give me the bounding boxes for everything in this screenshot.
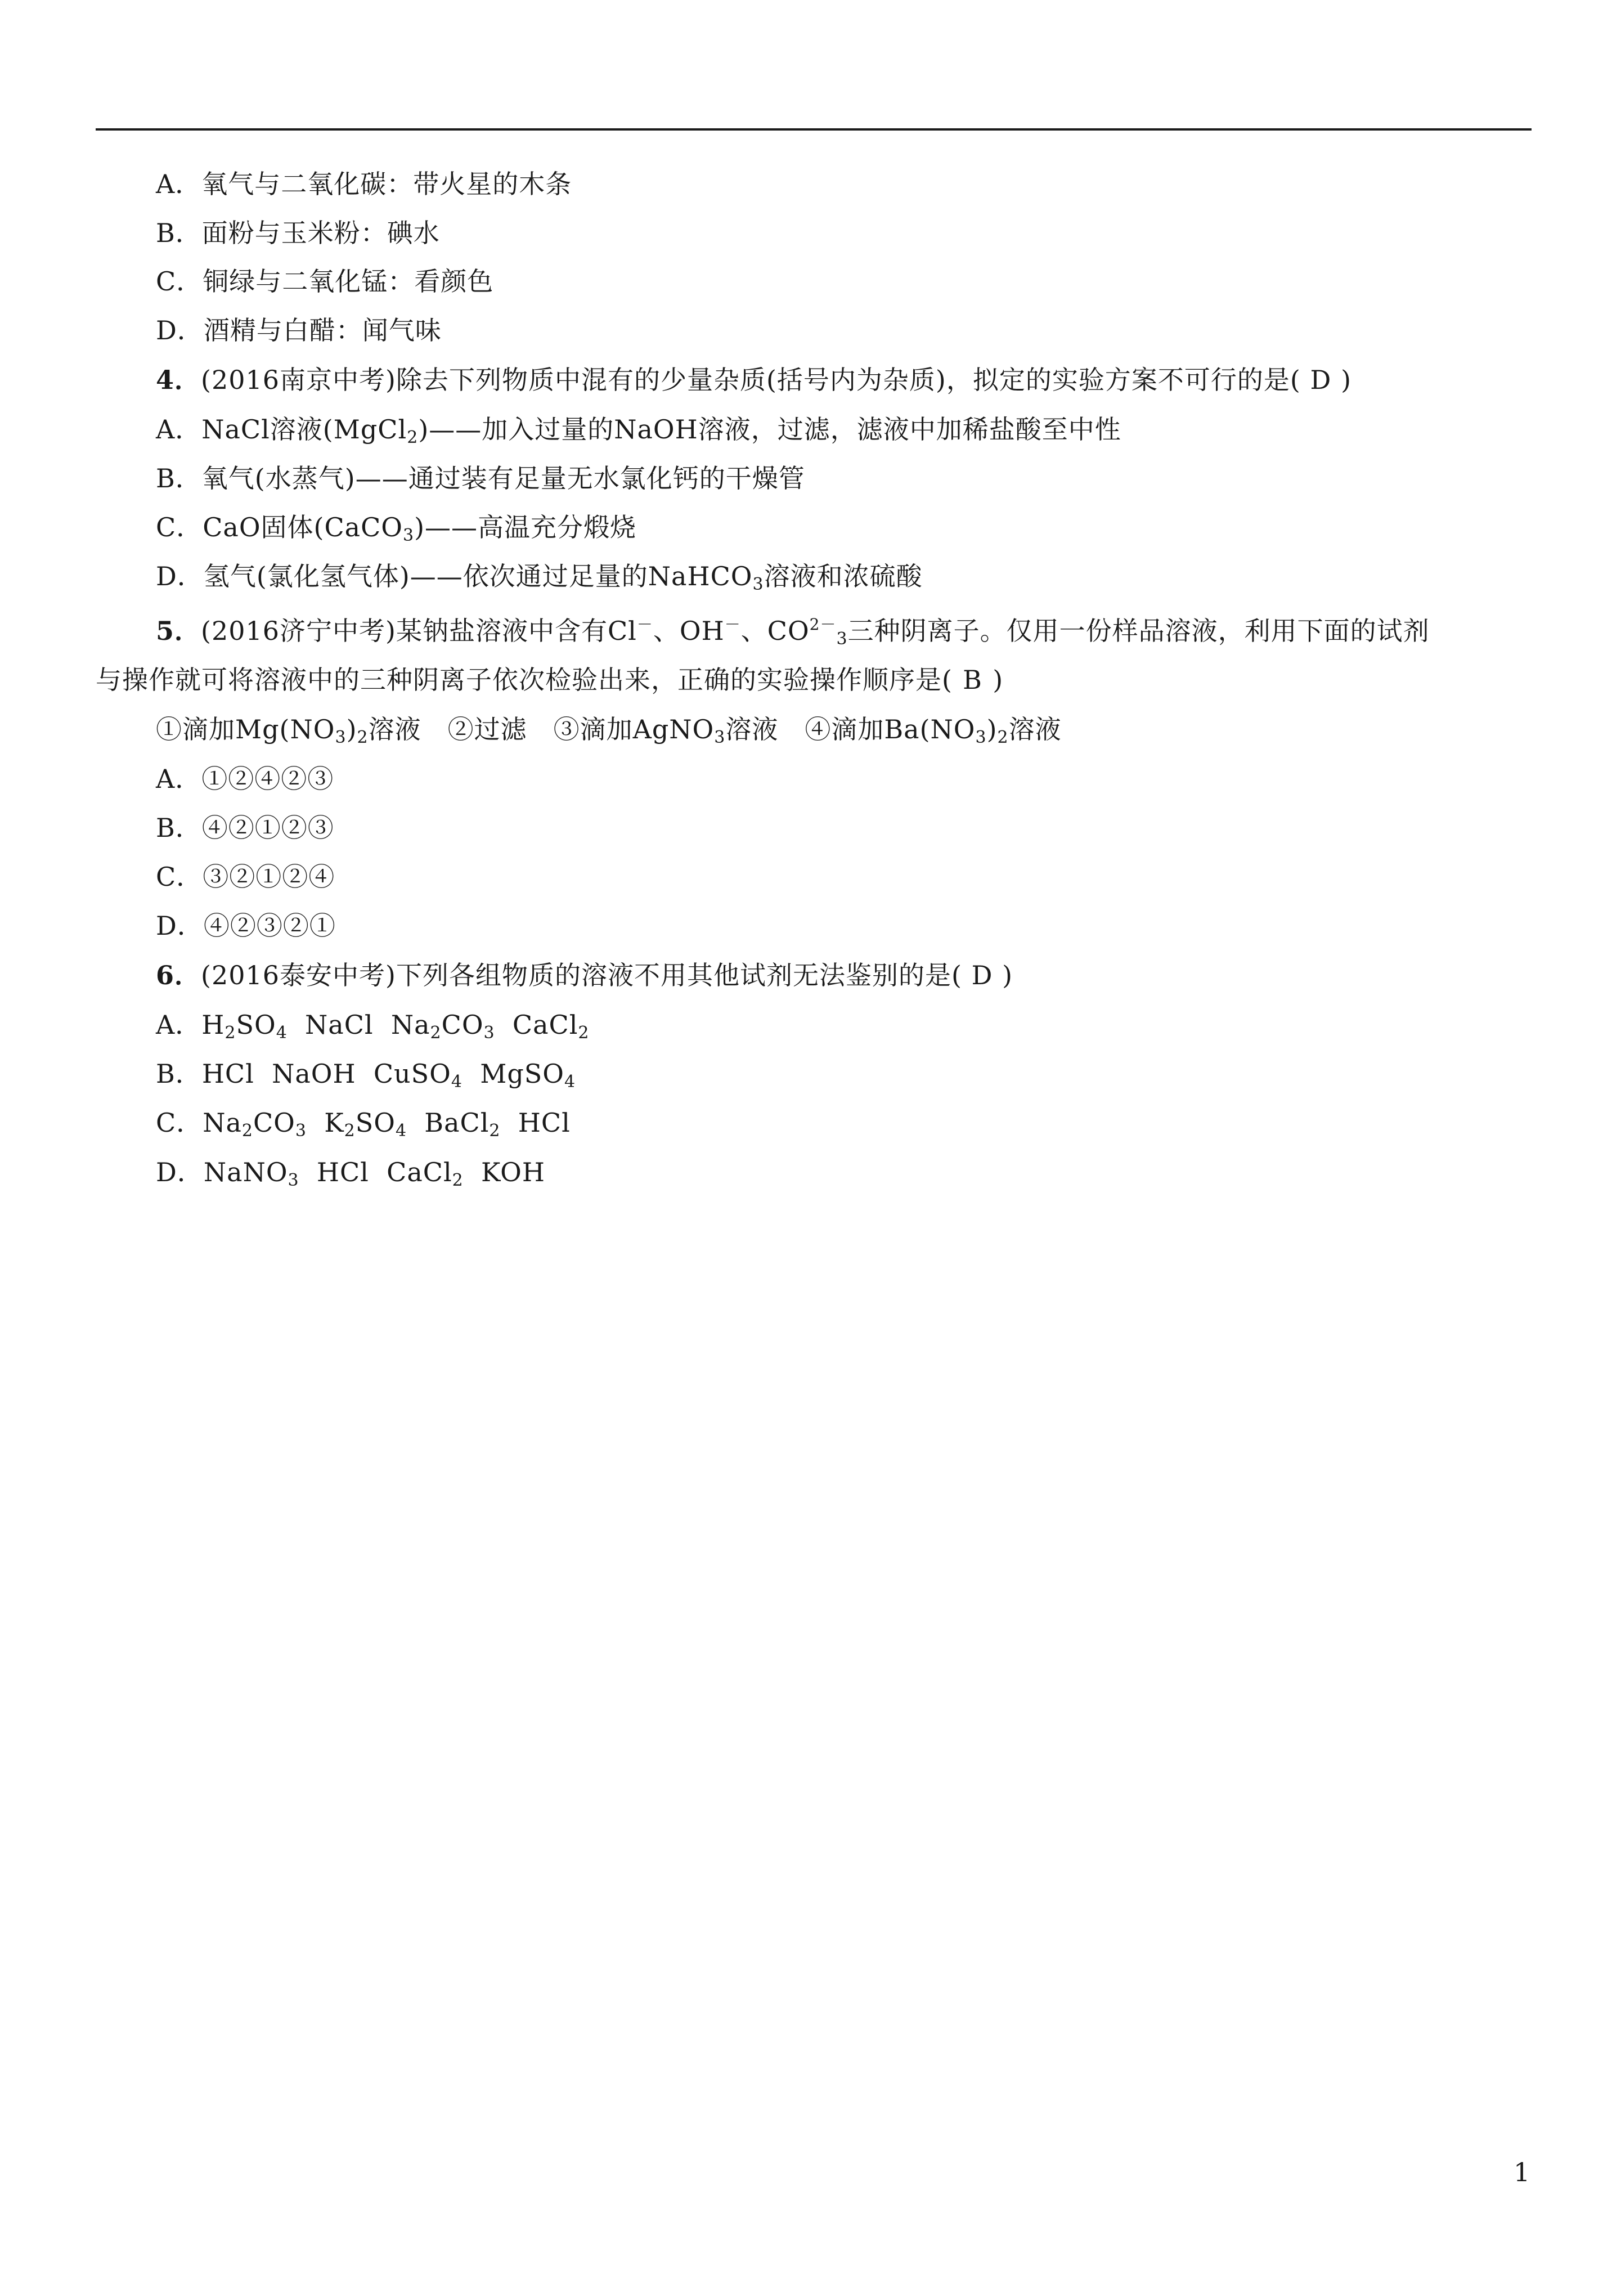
q3-option-c: C．铜绿与二氧化锰：看颜色 [156,266,494,297]
page-number: 1 [1514,2157,1530,2187]
q5-number: 5． [156,616,201,646]
q5-option-c: C．③②①②④ [156,862,335,892]
q5-stem: 5．(2016济宁中考)某钠盐溶液中含有Cl－、OH－、$CO^{2-}_3$三种阴离子。仅用一份样品溶液，利用下面的试剂 [156,615,1430,649]
q4-stem: 4．(2016南京中考)除去下列物质中混有的少量杂质(括号内为杂质)，拟定的实验方案不可行的是( D ) [156,363,1351,397]
q4-option-d: D．氢气(氯化氢气体)——依次通过足量的NaHCO$_3$溶液和浓硫酸 [156,561,923,594]
q4-answer: D [1310,365,1332,395]
q6-option-a: A．$H_2SO_4$ NaCl $Na_2CO_3$ CaCl$_2$ [156,1010,590,1043]
q5-option-b: B．④②①②③ [156,813,334,843]
q4-option-a: A．NaCl溶液(MgCl$_2$)——加入过量的NaOH溶液，过滤，滤液中加稀盐酸至中性 [156,414,1121,447]
q6-answer: D [971,960,993,990]
q5-answer: B [963,665,982,695]
q6-option-d: D．NaNO$_3$ HCl CaCl$_2$ KOH [156,1157,545,1190]
q6-number: 6． [156,960,201,990]
q4-number: 4． [156,365,201,395]
q3-option-a: A．氧气与二氧化碳：带火星的木条 [156,169,572,199]
q4-option-b: B．氧气(水蒸气)——通过装有足量无水氯化钙的干燥管 [156,463,805,494]
q5-steps: ①滴加$Mg(NO_3)_2$溶液 ②过滤 ③滴加AgNO$_3$溶液 ④滴加$Ba(NO_3)_2$溶液 [156,714,1062,747]
q6-stem: 6．(2016泰安中考)下列各组物质的溶液不用其他试剂无法鉴别的是( D ) [156,958,1013,992]
q3-option-d: D．酒精与白醋：闻气味 [156,315,442,346]
q4-option-c: C．CaO固体(CaCO$_3$)——高温充分煅烧 [156,512,637,545]
q6-option-c: C．$Na_2CO_3$ $K_2SO_4$ BaCl$_2$ HCl [156,1107,571,1141]
q5-option-d: D．④②③②① [156,911,336,941]
q5-option-a: A．①②④②③ [156,764,334,794]
q3-option-b: B．面粉与玉米粉：碘水 [156,218,440,248]
q5-stem-line2: 与操作就可将溶液中的三种阴离子依次检验出来，正确的实验操作顺序是( B ) [96,663,1003,697]
q6-option-b: B．HCl NaOH CuSO$_4$ MgSO$_4$ [156,1059,576,1092]
header-rule [96,128,1532,131]
